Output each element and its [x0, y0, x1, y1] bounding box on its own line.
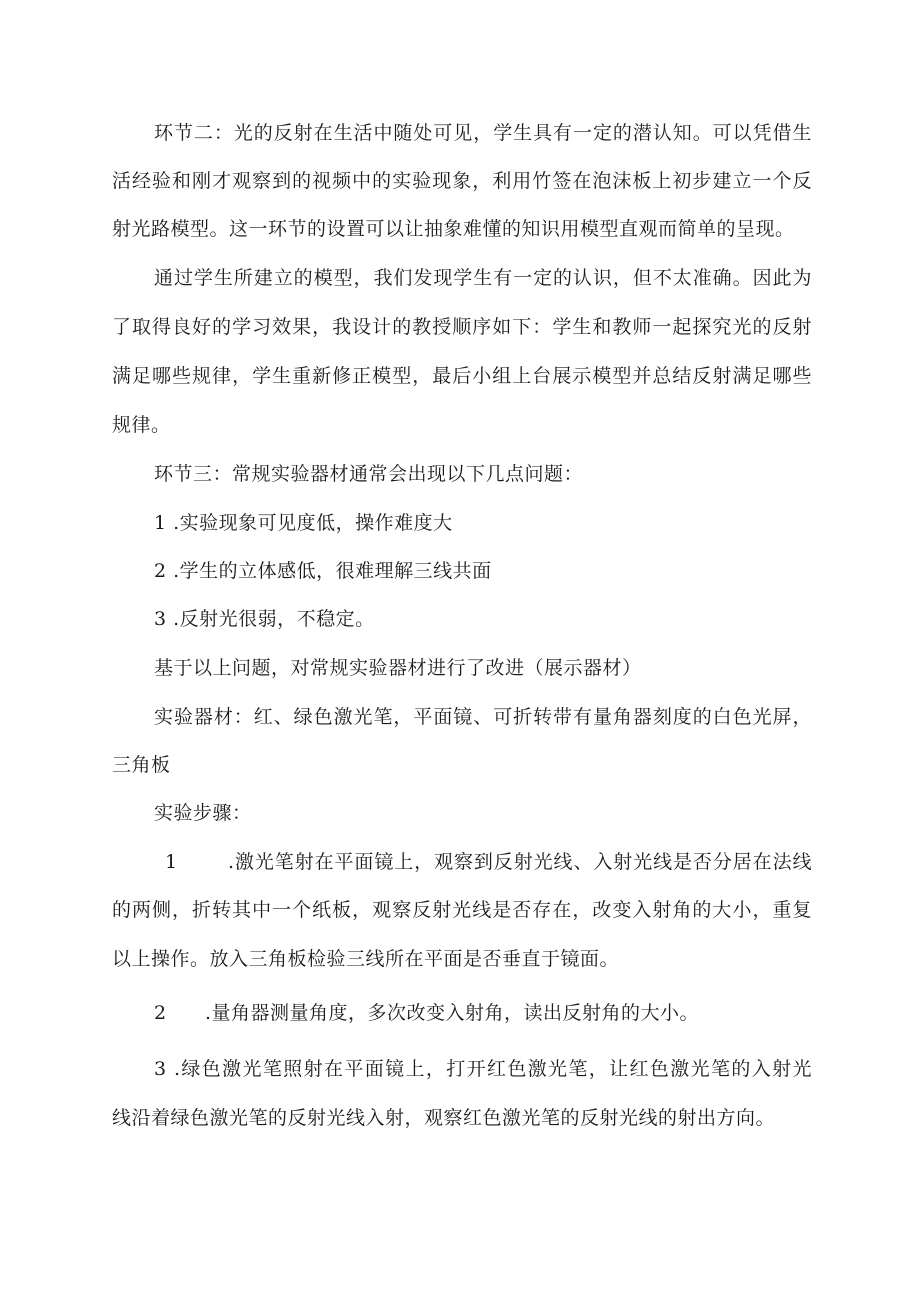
paragraph-1-line-1: 环节二：光的反射在生活中随处可见，学生具有一定的潜认知。可以凭借生 [154, 122, 812, 144]
problem-item-2: 2 .学生的立体感低，很难理解三线共面 [154, 560, 492, 582]
equipment-line-1: 实验器材：红、绿色激光笔，平面镜、可折转带有量角器刻度的白色光屏， [154, 706, 812, 728]
section-three-heading: 环节三：常规实验器材通常会出现以下几点问题： [154, 463, 584, 485]
paragraph-2-line-3: 满足哪些规律，学生重新修正模型，最后小组上台展示模型并总结反射满足哪些 [112, 365, 812, 387]
equipment-line-2: 三角板 [112, 754, 171, 776]
step-3-line-2: 线沿着绿色激光笔的反射光线入射，观察红色激光笔的反射光线的射出方向。 [112, 1107, 776, 1129]
problem-item-3: 3 .反射光很弱，不稳定。 [154, 608, 375, 630]
step-2-line-1: .量角器测量角度，多次改变入射角，读出反射角的大小。 [205, 1002, 700, 1024]
improvement-text: 基于以上问题，对常规实验器材进行了改进（展示器材） [154, 657, 642, 679]
step-1-line-3: 以上操作。放入三角板检验三线所在平面是否垂直于镜面。 [112, 948, 620, 970]
steps-heading: 实验步骤： [154, 802, 252, 824]
paragraph-1-line-2: 活经验和刚才观察到的视频中的实验现象，利用竹签在泡沫板上初步建立一个反 [112, 170, 812, 192]
problem-item-1: 1 .实验现象可见度低，操作难度大 [154, 512, 453, 534]
paragraph-2-line-2: 了取得良好的学习效果，我设计的教授顺序如下：学生和教师一起探究光的反射 [112, 316, 812, 338]
step-2-number: 2 [154, 1002, 167, 1024]
paragraph-2-line-4: 规律。 [112, 414, 171, 436]
step-3-line-1: 3 .绿色激光笔照射在平面镜上，打开红色激光笔，让红色激光笔的入射光 [154, 1058, 812, 1080]
step-1-line-2: 的两侧，折转其中一个纸板，观察反射光线是否存在，改变入射角的大小，重复 [112, 899, 812, 921]
step-1-line-1: .激光笔射在平面镜上，观察到反射光线、入射光线是否分居在法线 [228, 851, 812, 873]
paragraph-2-line-1: 通过学生所建立的模型，我们发现学生有一定的认识，但不太准确。因此为 [154, 267, 812, 289]
paragraph-1-line-3: 射光路模型。这一环节的设置可以让抽象难懂的知识用模型直观而简单的呈现。 [112, 218, 795, 240]
step-1-number: 1 [165, 851, 178, 873]
